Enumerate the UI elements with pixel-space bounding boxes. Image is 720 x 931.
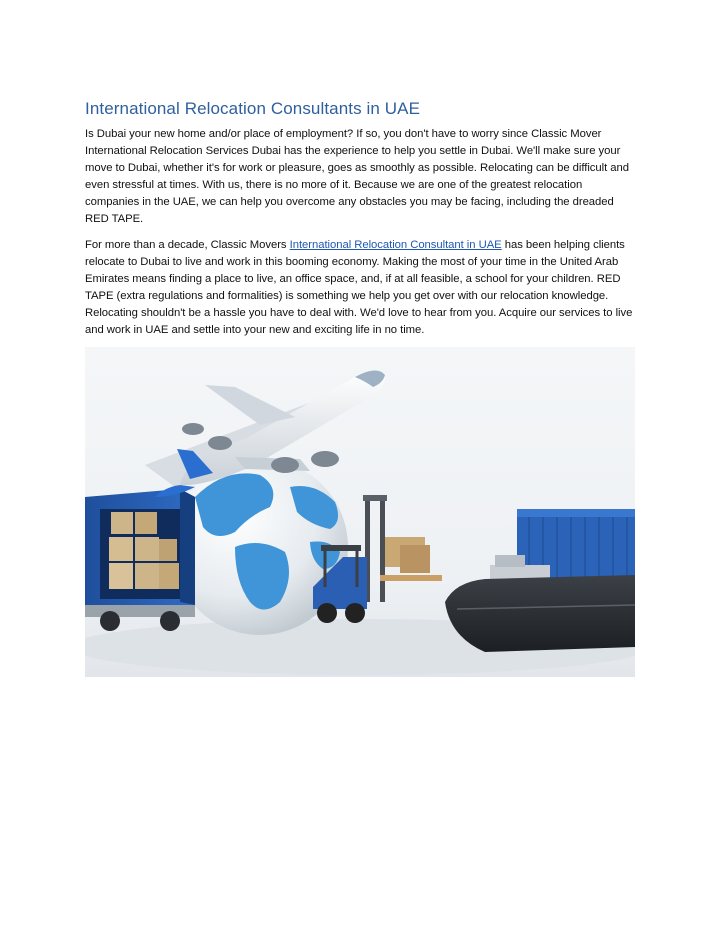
relocation-consultant-link[interactable]: International Relocation Consultant in UAE [289,239,502,251]
article [85,98,635,348]
paragraph-intro: Is Dubai your new home and/or place of employment? If so, you don't have to worry since Classic Mover International Relocation Services Dubai has the experience to help you settle in Dubai. We'll make sure your move to Dubai, whether it's for work or pleasure, goes as smoothly as possible. Relocating can be difficult and even stressful at times. With us, there is no more of it. Because we are one of the greatest relocation companies in the UAE, we can help you overcome any obstacles you may be facing, including the dreaded RED TAPE. [85,128,629,225]
cargo-container-truck [85,489,195,631]
paragraph-services [85,237,635,339]
article-heading: International Relocation Consultants in UAE [85,99,421,118]
hero-image-logistics [85,347,635,677]
paragraph-services-text-start: For more than a decade, Classic Movers [85,239,290,251]
paragraph-services-text-end: has been helping clients relocate to Dubai to live and work in this booming economy. Making the most of your time in the United Arab Emirates means finding a place to live, an office space, and, if at all feasible, a school for your children. RED TAPE (extra regulations and formalities) is something we help you get over with our relocation knowledge. Relocating shouldn't be a hassle you have to deal with. We'd love to hear from you. Acquire our services to live and work in UAE and settle into your new and exciting life in no time. [85,239,633,336]
